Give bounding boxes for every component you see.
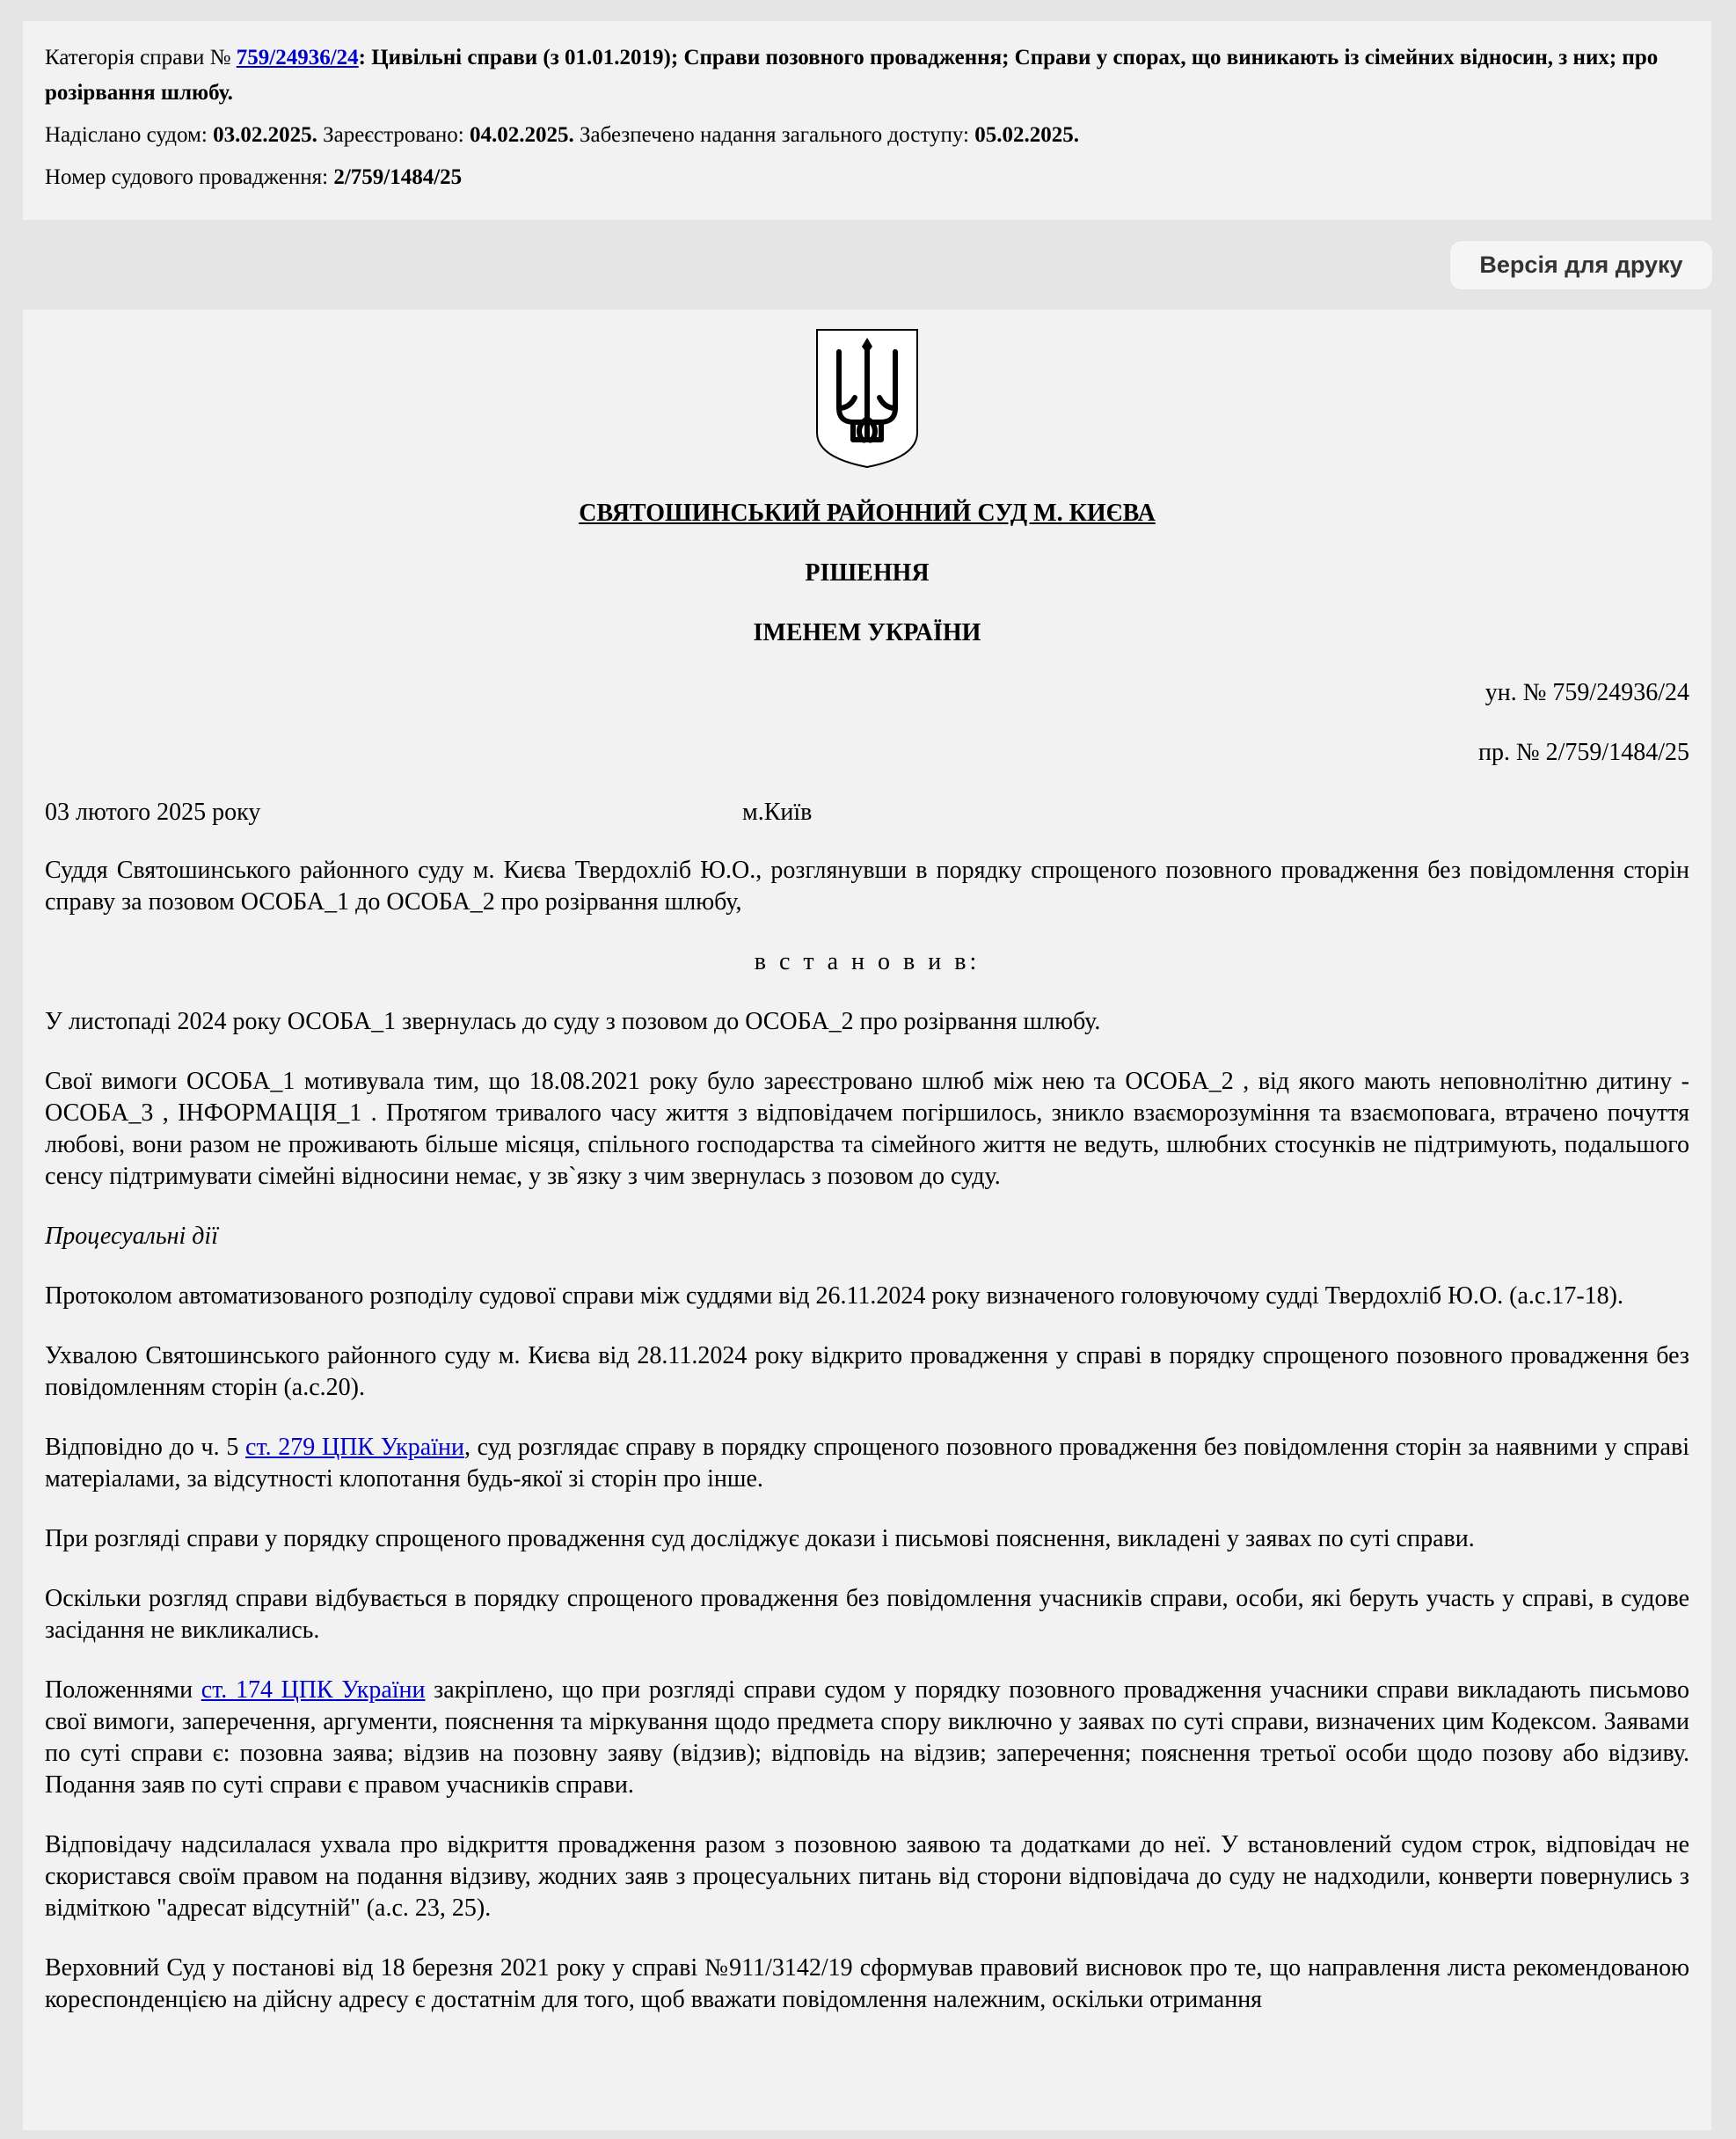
paragraph-8: Оскільки розгляд справи відбувається в порядку спрощеного провадження без повідомлення учасників справи, особи, які беруть участь у справі, в судове засідання не викликались.	[45, 1585, 1689, 1644]
article-279-link[interactable]: ст. 279 ЦПК України	[245, 1434, 464, 1461]
decision-body	[45, 855, 1689, 2044]
coat-of-arms-icon	[814, 327, 920, 470]
case-info-panel	[23, 21, 1711, 220]
paragraph-2: У листопаді 2024 року ОСОБА_1 звернулась до суду з позовом до ОСОБА_2 про розірвання шлюбу.	[45, 1008, 1101, 1035]
paragraph-9: Положеннями ст. 174 ЦПК України закріплено, що при розгляді справи судом у порядку позовного провадження учасники справи викладають письмово свої вимоги, заперечення, аргументи, пояснення та міркування щодо предмета спору виключно у заявах по суті справи, визначених цим Кодексом. Заявами по суті справи є: позовна заява; відзив на позовну заяву (відзив); відповідь на відзив; заперечення; пояснення третьої особи щодо позову або відзиву. Подання заяв по суті справи є правом учасників справи.	[45, 1676, 1689, 1799]
case-category: Категорія справи № 759/24936/24: Цивільні справи (з 01.01.2019); Справи позовного провадження; Справи у спорах, що виникають із сімейних відносин, з них; про розірвання шлюбу.	[45, 46, 1659, 105]
case-number-link[interactable]: 759/24936/24	[236, 46, 359, 69]
decision-date: 03 лютого 2025 року	[45, 799, 261, 826]
in-name-of-ukraine: ІМЕНЕМ УКРАЇНИ	[753, 619, 981, 646]
decision-title: РІШЕННЯ	[805, 559, 930, 587]
paragraph-4: Протоколом автоматизованого розподілу судової справи між суддями від 26.11.2024 року визначеного головуючому судді Твердохліб Ю.О. (а.с.17-18).	[45, 1282, 1624, 1310]
unique-case-number: ун. № 759/24936/24	[1484, 679, 1689, 706]
paragraph-3: Свої вимоги ОСОБА_1 мотивувала тим, що 18.08.2021 року було зареєстровано шлюб між нею та ОСОБА_2 , від якого мають неповнолітню дитину - ОСОБА_3 , ІНФОРМАЦІЯ_1 . Протягом тривалого часу життя з відповідачем погіршилось, зникло взаєморозуміння та взаємоповага, втрачено почуття любові, вони разом не проживають більше місяця, спільного господарства та сімейного життя не ведуть, шлюбних стосунків не підтримують, подальшого сенсу підтримувати сімейні відносини немає, у зв`язку з чим звернулась з позовом до суду.	[45, 1068, 1689, 1190]
print-version-button[interactable]: Версія для друку	[1449, 240, 1713, 290]
decision-document	[23, 310, 1711, 2130]
paragraph-5: Ухвалою Святошинського районного суду м. Києва від 28.11.2024 року відкрито провадження у справі в порядку спрощеного позовного провадження без повідомленням сторін (а.с.20).	[45, 1342, 1689, 1401]
case-dates: Надіслано судом: 03.02.2025. Зареєстровано: 04.02.2025. Забезпечено надання загального доступу: 05.02.2025.	[45, 123, 1079, 147]
established-heading: в с т а н о в и в:	[754, 948, 981, 975]
paragraph-intro: Суддя Святошинського районного суду м. Києва Твердохліб Ю.О., розглянувши в порядку спрощеного позовного провадження без повідомлення сторін справу за позовом ОСОБА_1 до ОСОБА_2 про розірвання шлюбу,	[45, 857, 1689, 916]
paragraph-11: Верховний Суд у постанові від 18 березня 2021 року у справі №911/3142/19 сформував правовий висновок про те, що направлення листа рекомендованою кореспонденцією на дійсну адресу є достатнім для того, щоб вважати повідомлення належним, оскільки отримання	[45, 1954, 1689, 2013]
paragraph-10: Відповідачу надсилалася ухвала про відкриття провадження разом з позовною заявою та додатками до неї. У встановлений судом строк, відповідач не скористався своїм правом на подання відзиву, жодних заяв з процесуальних питань від сторони відповідача до суду не надходили, конверти повернулись з відміткою "адресат відсутній" (а.с. 23, 25).	[45, 1831, 1689, 1922]
decision-city: м.Київ	[742, 799, 813, 826]
article-174-link[interactable]: ст. 174 ЦПК України	[201, 1676, 426, 1704]
paragraph-7: При розгляді справи у порядку спрощеного провадження суд досліджує докази і письмові пояснення, викладені у заявах по суті справи.	[45, 1525, 1475, 1552]
procedural-heading: Процесуальні дії	[45, 1223, 218, 1250]
proceeding-case-number: пр. № 2/759/1484/25	[1477, 739, 1689, 766]
proceeding-number: Номер судового провадження: 2/759/1484/25	[45, 165, 463, 189]
court-name: СВЯТОШИНСЬКИЙ РАЙОННИЙ СУД М. КИЄВА	[579, 500, 1156, 527]
paragraph-6: Відповідно до ч. 5 ст. 279 ЦПК України, суд розглядає справу в порядку спрощеного позовного провадження без повідомлення сторін за наявними у справі матеріалами, за відсутності клопотання будь-якої зі сторін про інше.	[45, 1434, 1689, 1493]
